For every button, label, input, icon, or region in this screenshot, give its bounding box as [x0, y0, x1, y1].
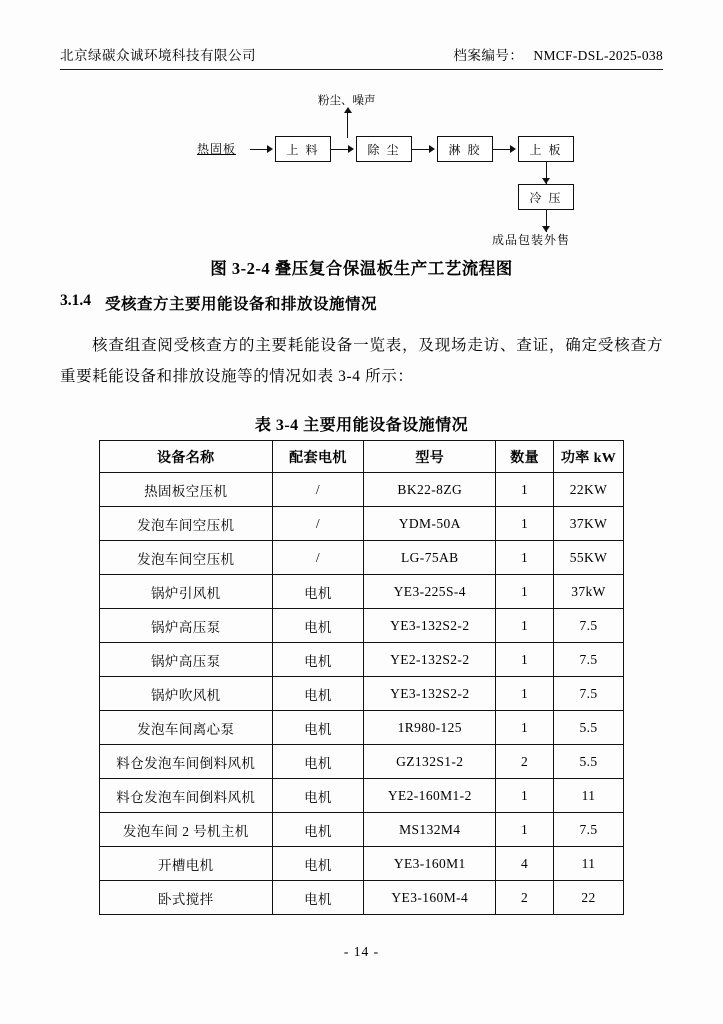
- flow-node-3: [437, 136, 493, 162]
- cell-equipment-name: 发泡车间 2 号机主机: [100, 813, 273, 847]
- flow-link-3: [493, 149, 511, 150]
- process-flow-diagram: [60, 86, 663, 246]
- table-row: [100, 779, 624, 813]
- cell-equipment-name: 发泡车间空压机: [100, 507, 273, 541]
- header-company-name: 北京绿碳众诚环境科技有限公司: [60, 48, 256, 63]
- cell-model: YE2-160M1-2: [364, 779, 496, 813]
- cell-motor: 电机: [272, 881, 364, 915]
- cell-model: YE3-225S-4: [364, 575, 496, 609]
- cell-motor: 电机: [272, 609, 364, 643]
- cell-model: YE3-132S2-2: [364, 677, 496, 711]
- flow-node-4: [518, 136, 574, 162]
- cell-quantity: 2: [496, 745, 554, 779]
- cell-motor: 电机: [272, 779, 364, 813]
- flow-arrow-3-icon: [510, 145, 516, 153]
- cell-model: YDM-50A: [364, 507, 496, 541]
- flow-link-1: [331, 149, 349, 150]
- table-row: [100, 677, 624, 711]
- flow-link-0: [250, 149, 268, 150]
- cell-motor: /: [272, 507, 364, 541]
- equipment-table: [99, 440, 624, 915]
- cell-power: 5.5: [554, 745, 624, 779]
- archive-number: NMCF-DSL-2025-038: [533, 48, 663, 63]
- cell-equipment-name: 料仓发泡车间倒料风机: [100, 779, 273, 813]
- cell-equipment-name: 热固板空压机: [100, 473, 273, 507]
- cell-model: GZ132S1-2: [364, 745, 496, 779]
- cell-power: 37kW: [554, 575, 624, 609]
- page-footer: - 14 -: [343, 944, 380, 959]
- cell-motor: /: [272, 473, 364, 507]
- table-row: [100, 643, 624, 677]
- table-row: [100, 507, 624, 541]
- header-archive: [453, 44, 663, 64]
- emission-arrow-icon: [344, 107, 352, 113]
- cell-quantity: 1: [496, 575, 554, 609]
- cell-power: 37KW: [554, 507, 624, 541]
- table-row: [100, 575, 624, 609]
- cell-quantity: 1: [496, 779, 554, 813]
- flow-node-0-label: 热固板: [197, 142, 237, 156]
- flow-node-2: [356, 136, 412, 162]
- cell-equipment-name: 料仓发泡车间倒料风机: [100, 745, 273, 779]
- cell-motor: 电机: [272, 677, 364, 711]
- table-header-row: [100, 441, 624, 473]
- section-heading: [60, 292, 663, 314]
- cell-model: 1R980-125: [364, 711, 496, 745]
- cell-quantity: 1: [496, 507, 554, 541]
- cell-model: BK22-8ZG: [364, 473, 496, 507]
- cell-motor: /: [272, 541, 364, 575]
- cell-power: 7.5: [554, 609, 624, 643]
- cell-motor: 电机: [272, 575, 364, 609]
- table-row: [100, 813, 624, 847]
- cell-quantity: 1: [496, 473, 554, 507]
- flow-node-1-label: 上 料: [286, 142, 320, 157]
- table-header-cell: 配套电机: [272, 441, 364, 473]
- body-paragraph: 核查组查阅受核查方的主要耗能设备一览表，及现场走访、查证，确定受核查方重要耗能设备和排放设施等的情况如表 3-4 所示：: [60, 337, 663, 385]
- flow-node-2-label: 除 尘: [367, 142, 401, 157]
- cell-equipment-name: 锅炉高压泵: [100, 643, 273, 677]
- cell-quantity: 1: [496, 609, 554, 643]
- flow-node-4-label: 上 板: [529, 142, 563, 157]
- flow-output-label: 成品包装外售: [492, 233, 571, 247]
- cell-quantity: 1: [496, 677, 554, 711]
- cell-equipment-name: 卧式搅拌: [100, 881, 273, 915]
- cell-motor: 电机: [272, 745, 364, 779]
- cell-equipment-name: 锅炉吹风机: [100, 677, 273, 711]
- cell-power: 55KW: [554, 541, 624, 575]
- cell-model: YE3-160M1: [364, 847, 496, 881]
- cell-quantity: 1: [496, 813, 554, 847]
- table-row: [100, 881, 624, 915]
- cell-equipment-name: 锅炉高压泵: [100, 609, 273, 643]
- emission-connector-line: [347, 112, 348, 138]
- flow-node-5: [518, 184, 574, 210]
- emission-label: 粉尘、噪声: [318, 95, 376, 107]
- cell-equipment-name: 锅炉引风机: [100, 575, 273, 609]
- cell-power: 22KW: [554, 473, 624, 507]
- cell-quantity: 1: [496, 541, 554, 575]
- cell-model: YE3-132S2-2: [364, 609, 496, 643]
- cell-motor: 电机: [272, 711, 364, 745]
- cell-model: MS132M4: [364, 813, 496, 847]
- cell-power: 22: [554, 881, 624, 915]
- cell-quantity: 4: [496, 847, 554, 881]
- cell-power: 11: [554, 779, 624, 813]
- cell-power: 7.5: [554, 813, 624, 847]
- cell-power: 5.5: [554, 711, 624, 745]
- table-header-cell: 数量: [496, 441, 554, 473]
- cell-power: 7.5: [554, 643, 624, 677]
- table-row: [100, 847, 624, 881]
- table-header-cell: 设备名称: [100, 441, 273, 473]
- cell-quantity: 1: [496, 711, 554, 745]
- cell-motor: 电机: [272, 813, 364, 847]
- table-caption: 表 3-4 主要用能设备设施情况: [254, 417, 469, 434]
- flow-node-3-label: 淋 胶: [448, 142, 482, 157]
- table-header-cell: 型号: [364, 441, 496, 473]
- flow-arrow-2-icon: [429, 145, 435, 153]
- cell-power: 7.5: [554, 677, 624, 711]
- cell-equipment-name: 发泡车间空压机: [100, 541, 273, 575]
- flow-arrow-1-icon: [348, 145, 354, 153]
- table-row: [100, 541, 624, 575]
- cell-equipment-name: 发泡车间离心泵: [100, 711, 273, 745]
- section-number: 3.1.4: [60, 292, 91, 309]
- figure-caption: 图 3-2-4 叠压复合保温板生产工艺流程图: [210, 259, 513, 278]
- table-row: [100, 745, 624, 779]
- table-row: [100, 609, 624, 643]
- cell-equipment-name: 开槽电机: [100, 847, 273, 881]
- cell-model: LG-75AB: [364, 541, 496, 575]
- cell-motor: 电机: [272, 643, 364, 677]
- cell-quantity: 1: [496, 643, 554, 677]
- flow-link-2: [412, 149, 430, 150]
- page-header: [60, 44, 663, 70]
- cell-motor: 电机: [272, 847, 364, 881]
- flow-node-1: [275, 136, 331, 162]
- flow-node-5-label: 冷 压: [529, 190, 563, 205]
- cell-power: 11: [554, 847, 624, 881]
- table-row: [100, 711, 624, 745]
- table-header-cell: 功率 kW: [554, 441, 624, 473]
- flow-arrow-0-icon: [267, 145, 273, 153]
- archive-label: 档案编号：: [453, 48, 524, 63]
- cell-model: YE3-160M-4: [364, 881, 496, 915]
- table-row: [100, 473, 624, 507]
- cell-quantity: 2: [496, 881, 554, 915]
- section-title: 受核查方主要用能设备和排放设施情况: [105, 296, 378, 313]
- cell-model: YE2-132S2-2: [364, 643, 496, 677]
